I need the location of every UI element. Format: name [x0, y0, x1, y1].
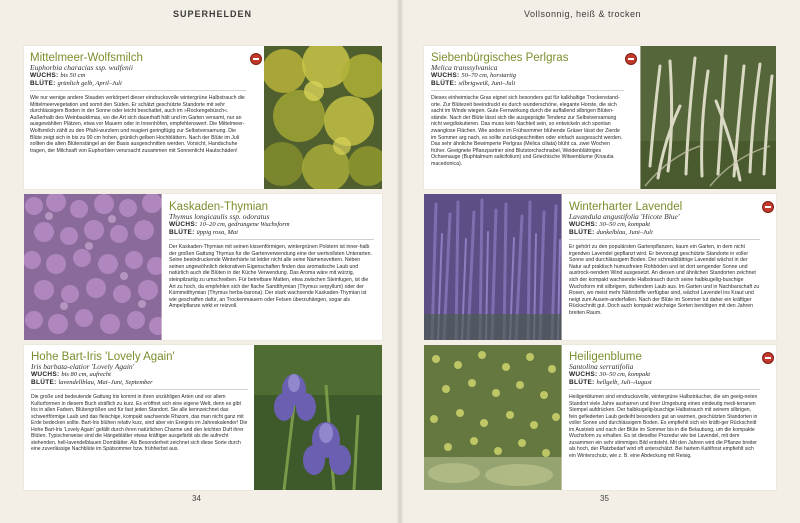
plant-latin-name: Melica transsylvanica	[431, 63, 498, 72]
plant-title: Mittelmeer-Wolfsmilch	[30, 52, 143, 64]
badge-icon	[762, 352, 774, 364]
badge-icon	[625, 53, 637, 65]
plant-card-lavendel	[562, 194, 776, 340]
book-gutter	[397, 0, 403, 523]
photo-lavendel	[424, 194, 562, 340]
divider	[30, 90, 246, 91]
divider	[431, 90, 624, 91]
plant-latin-name: Santolina serratifolia	[569, 362, 634, 371]
plant-height: WUCHS: 30–50 cm, kompakt	[569, 371, 651, 378]
page-number-left: 34	[192, 494, 201, 503]
plant-height: WUCHS: bis 80 cm, aufrecht	[31, 371, 111, 378]
plant-bloom: BLÜTE: dunkelblau, Juni–Juli	[569, 228, 653, 236]
plant-height: WUCHS: bis 50 cm	[30, 72, 86, 79]
photo-perlgras	[640, 46, 776, 189]
plant-bloom: BLÜTE: lavendellblau, Mai–Juni, September	[31, 378, 153, 386]
plant-latin-name: Thymus longicaulis ssp. odoratus	[169, 212, 270, 221]
plant-description: Wie nur wenige andere Stauden verkörpert dieser eindrucksvolle wintergrüne Halbstrauch die Mittelmeervegetation und somit den Süden. Er schätzt geschützte Standorte mit sehr durchlässigem Boden in der Sonne oder leicht beschattet, auch im »Rockengebüsch«. Außerhalb des Weinbauklimas, wo die Art sich dauerhaft hält und im Garten versamt, nur an ausgewählten Plätzen, etwa vor Mauern oder in Innenhöfen, empfehlenswert. Die Mittelmeer-Wolfsmilch zählt zu den Pfahl-wurzlern und reagiert geringfügig zur Selbstversamung. Die Blüte zeigt sich in bis zu 90 cm hohen, grünlich gelben Hochblättern. Nach der Blüte im Juli sollten die alten Blütenstängel an der Basis ausgeschnitten werden. Vorsicht, Handschuhe tragen, der Milchsaft von Euphorbien verursacht zusammen mit Sonnenlicht Hautschäden!	[30, 95, 245, 154]
plant-latin-name: Euphorbia characias ssp. wulfenii	[30, 63, 133, 72]
plant-title: Siebenbürgisches Perlgras	[431, 52, 569, 64]
plant-title: Kaskaden-Thymian	[169, 201, 269, 213]
plant-card-wolfsmilch	[24, 46, 264, 189]
plant-title: Hohe Bart-Iris 'Lovely Again'	[31, 351, 175, 363]
plant-height: WUCHS: 50–70 cm, horstartig	[431, 72, 517, 79]
plant-bloom: BLÜTE: hellgelb, Juli–August	[569, 378, 652, 386]
plant-description: Er gehört zu den populärsten Gartenpflanzen, kaum ein Garten, in dem nicht irgendwo Lavendel gepflanzt wird. Er bevorzugt geschützte Standorte in voller Sonne und durchlässigem Boden. Der schmalblättrige Lavendel wächst in der Natur auf praktisch humusfreien Rohböden und ist dort sengender Sonne und austrock-nendem Wind ausgesetzt. An diesen und ähnlichen Standorten zeichnet sich der kompakt wachsende Halbstrauch durch seine halbkugelig-buschige Wuchsform mit silbrigem, duftendem Laub aus. Im Garten und in Nachbarschaft zu Rosen, wo meist mehr Nährstoffe verfügbar sind, wächst Lavendel ins Kraut und neigt zum Ausein-anderfallen. Nach der Blüte im Sommer tut daher ein kräftiger Rückschnitt gut. Doch auch kompakt wüchsige Sorten benötigen mit den Jahren breiten Raum.	[569, 244, 760, 316]
plant-description: Heiligenblumen sind eindrucksvolle, wintergrüne Halbsträucher, die am geeig-neten Standort viele Jahre ausharren und ihrer Umgebung einen eindeutig medi-terranen Stempel aufdrücken. Der halbkugelig-buschige Halbstrauch mit seinem silbrigen, fein gefiederten Laub gedeiht besonders gut an warmen, geschützten Standorten in voller Sonne und durchlässigem Boden. Es empfiehlt sich ein kräfti-ger Rückschnitt im Austrieb und nach der Blüte im Sommer bis in die Belaubung, um die kompakte Wuchsform zu erhalten. Es ist dieselbe Prozedur wie bei Lavendel, mit dem zusammen ein sehr stimmiges Bild entsteht. Mit den Jahren wird die Pflanze breiter als hoch, der Platzbedarf wird oft unterschätzt. Bei hartem Kahlfrost empfiehlt sich ein Winterschutz, wie z. B. eine Abdeckung mit Reisig.	[569, 394, 758, 459]
plant-description: Der Kaskaden-Thymian mit seinen kissenförmigen, wintergrünen Polstern ist inner-halb der großen Gattung Thymus für die Gartenverwendung eine der wertvollsten Unterarten. Seine beeindruckende Winterhärte ist leider nicht alle seine Namensvettern. Neben seinen ungewöhnlich dekorativen Eigenschaften finden das aromatische Laub und natürlich auch die Blüten in der Küche Verwendung. Das Aroma wäre mit würzig, steinpilzartig zu umschreiben. Für betretbare Matten, etwa zwischen Steinfugen, ist die Art zu hoch, da empfehlen sich der flache Sandthymian (Thymus serpyllum) oder der Kümmelthymian (Thymus herba-barona). Der stark wachsende Kaskaden-Thymian ist wie geschaffen dafür, an Trockenmauern oder Felsen überzuhängen, sogar als Ampelpflanze wirkt er reizvoll.	[169, 244, 372, 310]
plant-card-iris	[24, 345, 254, 490]
divider	[569, 389, 760, 390]
running-head-right: Vollsonnig, heiß & trocken	[524, 9, 642, 19]
plant-latin-name: Lavandula angustifolia 'Hicote Blue'	[569, 212, 680, 221]
plant-description: Die große und bedeutende Gattung Iris kommt in ihren unzähligen Arten und vor allem Kulturformen in diesem Buch sträflich zu kurz. Es eröffnet sich eine eigene Welt, denn es gibt Iris in allen Farben, Blütengrößen und für fast jeden Standort. Sie alle kennzeichnet das schwertförmige Laub und das fleischige, kompakt wachsende Rhizom, das man nicht ganz mit Erde bedecken sollte. Bart-Iris blühen relativ kurz, sind aber ein Ereignis im Jahreskalender! Die Hohe Bart-Iris 'Lovely Again' gefällt durch ihren natürlichen Charme und den leichten Duft ihrer Blüten. Typischerweise sind die Hängeblätter etwas kräftiger ausgefärbt als die aufrecht stehenden, hell-lavendelblauen Domblätter. Als Besonderheit zeichnet sich diese Sorte durch eine zuverlässige Nachblüte im Spätsommer bzw. frühherbst aus.	[31, 394, 248, 452]
plant-card-perlgras	[424, 46, 640, 189]
plant-description: Dieses einheimische Gras eignet sich besonders gut für kalkhaltige Trockenstand-orte. Zur Blütezeit beeindruckt es durch wunderschöne, elegante Horste, die sich sacht im Winde wiegen. Gute Fernwirkung durch die auffallend silbrigen Blüten-stände. Nach der Blüte lässt sich die ausgeprägte Tendenz zur Selbstversamung nicht wegdiskutieren. Das muss kein Nachteil sein, so entwickeln sich spontan zwanglose Flächen. Wie andere im Frühsommer blühende Gräser lässt der Zierde im Sommer arg nach, es sollte zurückgeschnitten oder einfach ausgesucht werden. Das sehr ähnliche Bewimperte Perlgras (Melica ciliata) blüht ca. zwei Wochen früher. Geeignete Pflanzpartner sind Blutstorchschnabel, Weidenblättriges Ochsenauge (Buphtalmum salicifolium) und Griechische Witwenblume (Knautia macedonica).	[431, 95, 623, 167]
plant-card-heiligenblume	[562, 345, 776, 490]
divider	[569, 239, 760, 240]
plant-height: WUCHS: 30–50 cm, kompakt	[569, 221, 651, 228]
plant-latin-name: Iris barbata-elatior 'Lovely Again'	[31, 362, 135, 371]
page-number-right: 35	[600, 494, 609, 503]
plant-bloom: BLÜTE: grünlich gelb, April–Juli	[30, 79, 122, 87]
photo-wolfsmilch	[264, 46, 382, 189]
plant-card-thymian	[162, 194, 382, 340]
plant-bloom: BLÜTE: üppig rosa, Mai	[169, 228, 238, 236]
plant-bloom: BLÜTE: silbrigweiß, Juni–Juli	[431, 79, 516, 87]
running-head-left: SUPERHELDEN	[173, 9, 253, 19]
badge-icon	[762, 201, 774, 213]
plant-title: Heiligenblume	[569, 351, 642, 363]
plant-height: WUCHS: 10–20 cm, gedrungene Wuchsform	[169, 221, 290, 228]
photo-thymian	[24, 194, 162, 340]
photo-iris	[254, 345, 382, 490]
plant-title: Winterharter Lavendel	[569, 201, 683, 213]
divider	[169, 239, 374, 240]
photo-heiligenblume	[424, 345, 562, 490]
badge-icon	[250, 53, 262, 65]
divider	[31, 389, 248, 390]
